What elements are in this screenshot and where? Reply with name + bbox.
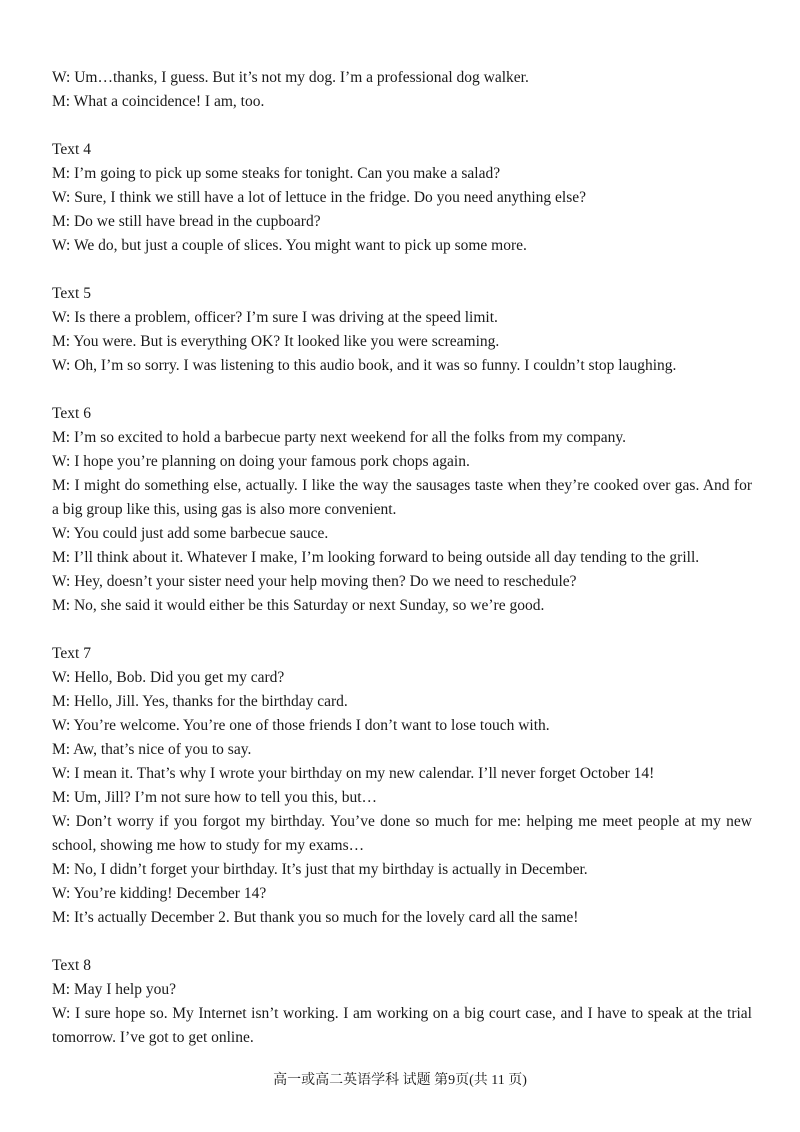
dialogue-line: M: May I help you? <box>52 981 176 998</box>
dialogue-line: M: I’m so excited to hold a barbecue party next weekend for all the folks from my company. <box>52 429 627 446</box>
section-gap <box>52 378 752 402</box>
dialogue-line: W: Don’t worry if you forgot my birthday. You’ve done so much for me: helping me meet people at my new school, showing me how to study for my exams… <box>52 813 752 854</box>
dialogue-line: M: It’s actually December 2. But thank you so much for the lovely card all the same! <box>52 909 579 926</box>
section-text6 <box>52 402 752 618</box>
dialogue-line: W: I hope you’re planning on doing your famous pork chops again. <box>52 453 470 470</box>
dialogue-line: M: You were. But is everything OK? It looked like you were screaming. <box>52 333 500 350</box>
dialogue-line: M: No, I didn’t forget your birthday. It’s just that my birthday is actually in December. <box>52 861 588 878</box>
dialogue-line: W: You could just add some barbecue sauce. <box>52 525 329 542</box>
dialogue-line: M: I’ll think about it. Whatever I make, I’m looking forward to being outside all day tending to the grill. <box>52 549 700 566</box>
dialogue-line: W: Is there a problem, officer? I’m sure I was driving at the speed limit. <box>52 309 498 326</box>
section-gap <box>52 258 752 282</box>
section-title: Text 6 <box>52 405 91 422</box>
dialogue-line: W: You’re kidding! December 14? <box>52 885 267 902</box>
section-title: Text 8 <box>52 957 91 974</box>
section-title: Text 5 <box>52 285 91 302</box>
dialogue-line: M: Do we still have bread in the cupboard? <box>52 213 321 230</box>
section-text5 <box>52 282 752 378</box>
page-footer: 高一或高二英语学科 试题 第9页(共 11 页) <box>273 1073 527 1088</box>
dialogue-line: M: Aw, that’s nice of you to say. <box>52 741 252 758</box>
dialogue-line: M: I’m going to pick up some steaks for tonight. Can you make a salad? <box>52 165 501 182</box>
dialogue-line: W: Oh, I’m so sorry. I was listening to this audio book, and it was so funny. I couldn’t stop laughing. <box>52 357 677 374</box>
section-gap <box>52 114 752 138</box>
dialogue-line: W: You’re welcome. You’re one of those friends I don’t want to lose touch with. <box>52 717 550 734</box>
dialogue-line: W: Hey, doesn’t your sister need your help moving then? Do we need to reschedule? <box>52 573 577 590</box>
section-text8 <box>52 954 752 1050</box>
dialogue-line: M: Um, Jill? I’m not sure how to tell you this, but… <box>52 789 378 806</box>
dialogue-line: W: Sure, I think we still have a lot of lettuce in the fridge. Do you need anything else? <box>52 189 587 206</box>
section-text7 <box>52 642 752 930</box>
section-title: Text 4 <box>52 141 91 158</box>
dialogue-line: M: What a coincidence! I am, too. <box>52 93 265 110</box>
dialogue-line: W: I sure hope so. My Internet isn’t working. I am working on a big court case, and I have to speak at the trial tomorrow. I’ve got to get online. <box>52 1005 752 1046</box>
transcript-body <box>52 66 752 1050</box>
dialogue-line: M: Hello, Jill. Yes, thanks for the birthday card. <box>52 693 348 710</box>
section-text3-end <box>52 66 752 114</box>
dialogue-line: M: I might do something else, actually. I like the way the sausages taste when they’re cooked over gas. And for a big group like this, using gas is also more convenient. <box>52 477 752 518</box>
dialogue-line: W: I mean it. That’s why I wrote your birthday on my new calendar. I’ll never forget October 14! <box>52 765 655 782</box>
dialogue-line: W: Um…thanks, I guess. But it’s not my dog. I’m a professional dog walker. <box>52 69 529 86</box>
dialogue-line: W: Hello, Bob. Did you get my card? <box>52 669 285 686</box>
section-gap <box>52 930 752 954</box>
dialogue-line: W: We do, but just a couple of slices. You might want to pick up some more. <box>52 237 527 254</box>
section-title: Text 7 <box>52 645 91 662</box>
dialogue-line: M: No, she said it would either be this Saturday or next Sunday, so we’re good. <box>52 597 545 614</box>
section-gap <box>52 618 752 642</box>
section-text4 <box>52 138 752 258</box>
